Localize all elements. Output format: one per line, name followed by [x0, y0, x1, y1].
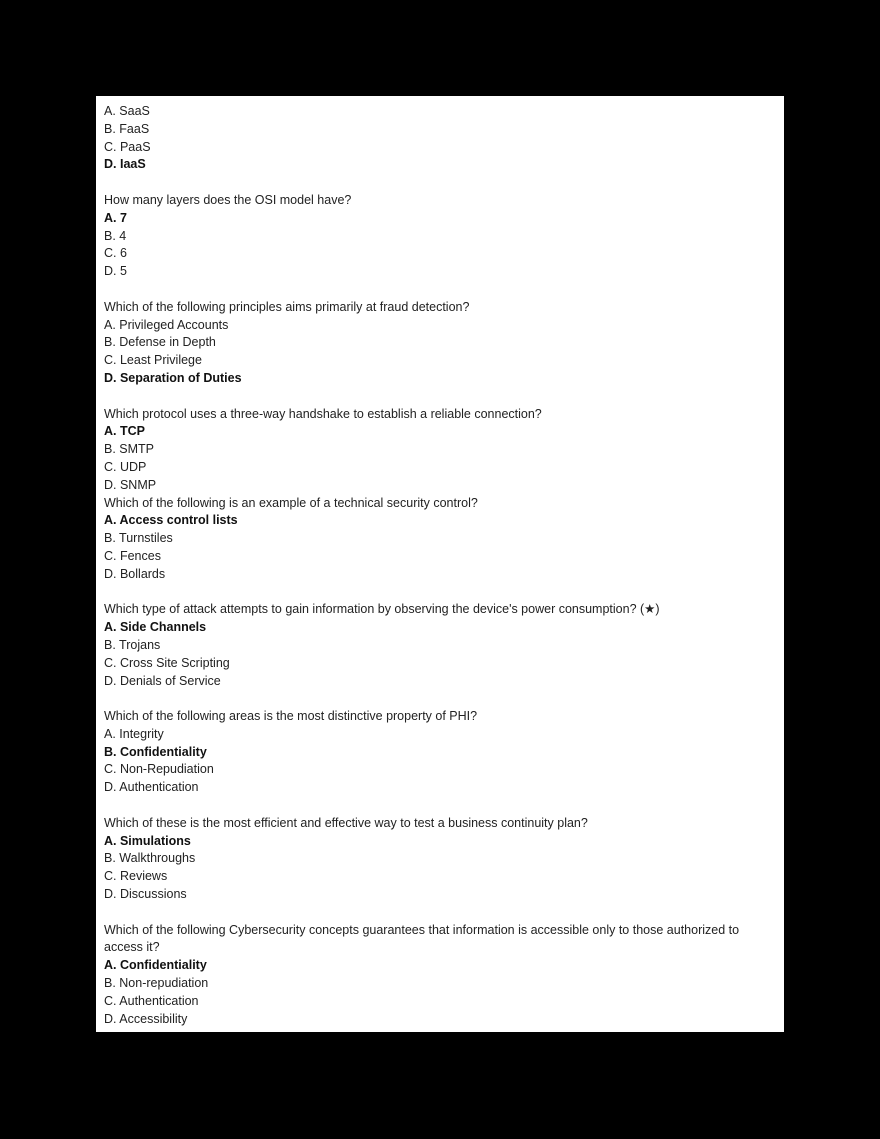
answer-option: D. Accessibility — [104, 1011, 188, 1026]
answer-option: D. 5 — [104, 264, 127, 279]
answer-option: D. Bollards — [104, 566, 166, 581]
answer-option: D. Authentication — [104, 780, 199, 795]
answer-option: D. Denials of Service — [104, 673, 221, 688]
question-block — [104, 103, 776, 174]
answer-option: B. 4 — [104, 228, 127, 243]
answer-option: B. Defense in Depth — [104, 335, 216, 350]
question-text: Which of these is the most efficient and effective way to test a business continuity plan? — [104, 815, 588, 830]
question-text: Which of the following is an example of a technical security control? — [104, 495, 478, 510]
question-text: Which type of attack attempts to gain information by observing the device's power consumption? (★) — [104, 602, 660, 617]
answer-option: B. Walkthroughs — [104, 851, 196, 866]
answer-option: D. Discussions — [104, 887, 187, 902]
question-text: Which of the following principles aims primarily at fraud detection? — [104, 299, 470, 314]
answer-option: A. Integrity — [104, 726, 164, 741]
answer-option: B. SMTP — [104, 442, 155, 457]
answer-option: C. 6 — [104, 246, 127, 261]
correct-answer-option: D. Separation of Duties — [104, 370, 242, 385]
correct-answer-option: A. 7 — [104, 210, 127, 225]
question-block — [104, 922, 776, 1029]
correct-answer-option: A. Confidentiality — [104, 958, 207, 973]
answer-option: C. Reviews — [104, 869, 168, 884]
answer-option: C. Least Privilege — [104, 353, 202, 368]
question-text: Which protocol uses a three-way handshake to establish a reliable connection? — [104, 406, 542, 421]
question-block — [104, 299, 776, 388]
answer-option: C. Non-Repudiation — [104, 762, 214, 777]
answer-option: A. SaaS — [104, 104, 150, 118]
answer-option: D. SNMP — [104, 477, 157, 492]
question-block — [104, 495, 776, 584]
correct-answer-option: B. Confidentiality — [104, 744, 207, 759]
answer-option: A. Privileged Accounts — [104, 317, 229, 332]
document-page — [96, 96, 784, 1032]
answer-option: C. PaaS — [104, 139, 151, 154]
question-text: Which of the following areas is the most distinctive property of PHI? — [104, 709, 478, 724]
question-block — [104, 192, 776, 281]
correct-answer-option: A. TCP — [104, 424, 145, 439]
question-block — [104, 815, 776, 904]
quiz-content — [104, 103, 776, 1028]
answer-option: C. UDP — [104, 459, 147, 474]
correct-answer-option: A. Simulations — [104, 833, 191, 848]
correct-answer-option: A. Access control lists — [104, 513, 238, 528]
question-block — [104, 601, 776, 690]
answer-option: C. Cross Site Scripting — [104, 655, 230, 670]
question-text: Which of the following Cybersecurity concepts guarantees that information is accessible only to those authorized to access it? — [104, 922, 740, 955]
question-text: How many layers does the OSI model have? — [104, 192, 352, 207]
answer-option: B. Trojans — [104, 637, 161, 652]
answer-option: B. Non-repudiation — [104, 976, 209, 991]
answer-option: B. Turnstiles — [104, 531, 173, 546]
question-block — [104, 708, 776, 797]
answer-option: C. Fences — [104, 548, 161, 563]
correct-answer-option: D. IaaS — [104, 157, 146, 172]
correct-answer-option: A. Side Channels — [104, 620, 207, 635]
answer-option: C. Authentication — [104, 993, 199, 1008]
answer-option: B. FaaS — [104, 121, 150, 136]
question-block — [104, 406, 776, 495]
